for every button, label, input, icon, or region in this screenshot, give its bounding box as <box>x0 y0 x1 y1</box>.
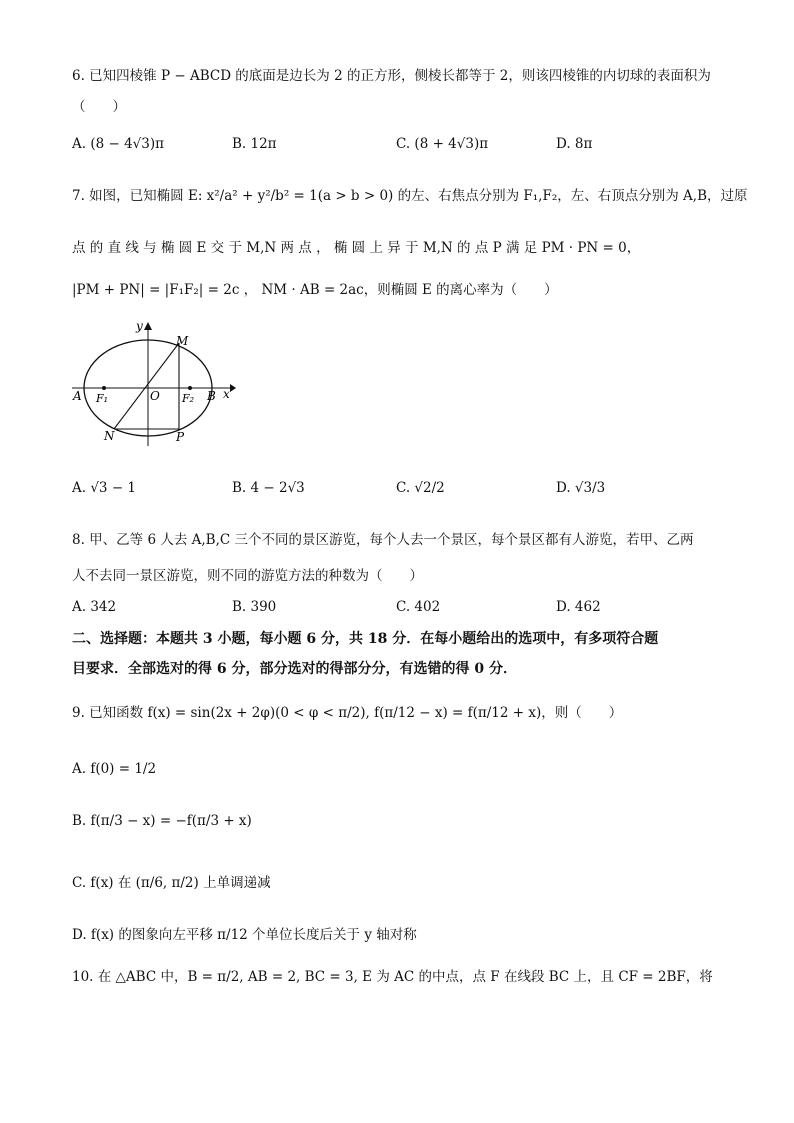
label-p: P <box>176 430 185 444</box>
q6-stem-line2: （ ） <box>72 99 126 115</box>
q6-option-a: A. (8 − 4√3)π <box>72 136 165 152</box>
q7-stem-line3: |PM + PN| = |F₁F₂| = 2c ， NM · AB = 2ac，则椭圆 E 的离心率为（ ） <box>72 282 558 298</box>
label-f2: F₂ <box>182 392 195 405</box>
y-axis-arrow <box>144 322 152 330</box>
label-m: M <box>176 334 189 348</box>
q7-option-c: C. √2/2 <box>396 480 445 496</box>
q9-option-c: C. f(x) 在 (π/6, π/2) 上单调递减 <box>72 875 271 891</box>
q9-option-a: A. f(0) = 1/2 <box>72 761 157 777</box>
section2-heading-line2: 目要求．全部选对的得 6 分，部分选对的得部分分，有选错的得 0 分． <box>72 661 517 677</box>
q10-stem: 10. 在 △ABC 中，B = π/2, AB = 2, BC = 3, E 为 AC 的中点，点 F 在线段 BC 上，且 CF = 2BF，将 <box>72 969 713 985</box>
x-axis-arrow <box>230 384 236 392</box>
line-mn <box>114 343 179 429</box>
q6-stem-line1: 6. 已知四棱锥 P − ABCD 的底面是边长为 2 的正方形，侧棱长都等于 2，则该四棱锥的内切球的表面积为 <box>72 68 711 84</box>
q8-stem-line1: 8. 甲、乙等 6 人去 A,B,C 三个不同的景区游览，每个人去一个景区，每个景区都有人游览，若甲、乙两 <box>72 532 694 548</box>
label-o: O <box>150 389 160 403</box>
label-b: B <box>207 389 216 403</box>
section2-heading-line1: 二、选择题：本题共 3 小题，每小题 6 分，共 18 分．在每小题给出的选项中，有多项符合题 <box>72 631 659 647</box>
q7-option-b: B. 4 − 2√3 <box>232 480 305 496</box>
q6-option-b: B. 12π <box>232 136 277 152</box>
label-y: y <box>136 319 143 333</box>
q7-stem-line2: 点 的 直 线 与 椭 圆 E 交 于 M,N 两 点 ， 椭 圆 上 异 于 M,N 的 点 P 满 足 PM · PN = 0， <box>72 240 641 256</box>
q7-option-a: A. √3 − 1 <box>72 480 137 496</box>
label-n: N <box>104 429 115 443</box>
label-x: x <box>223 387 230 401</box>
focus-f2-point <box>188 386 192 390</box>
focus-f1-point <box>102 386 106 390</box>
q8-option-d: D. 462 <box>556 599 601 615</box>
ellipse-figure <box>70 318 240 450</box>
q8-option-c: C. 402 <box>396 599 441 615</box>
q7-option-d: D. √3/3 <box>556 480 606 496</box>
label-f1: F₁ <box>96 392 109 405</box>
q8-stem-line2: 人不去同一景区游览，则不同的游览方法的种数为（ ） <box>72 568 423 584</box>
q6-option-c: C. (8 + 4√3)π <box>396 136 489 152</box>
q9-stem: 9. 已知函数 f(x) = sin(2x + 2φ)(0 < φ < π/2), f(π/12 − x) = f(π/12 + x)，则（ ） <box>72 705 623 721</box>
label-a: A <box>73 389 82 403</box>
q9-option-b: B. f(π/3 − x) = −f(π/3 + x) <box>72 813 252 829</box>
q6-option-d: D. 8π <box>556 136 593 152</box>
q9-option-d: D. f(x) 的图象向左平移 π/12 个单位长度后关于 y 轴对称 <box>72 927 417 943</box>
q8-option-a: A. 342 <box>72 599 117 615</box>
q7-stem-line1: 7. 如图，已知椭圆 E: x²/a² + y²/b² = 1(a > b > 0) 的左、右焦点分别为 F₁,F₂，左、右顶点分别为 A,B，过原 <box>72 188 748 204</box>
q8-option-b: B. 390 <box>232 599 277 615</box>
